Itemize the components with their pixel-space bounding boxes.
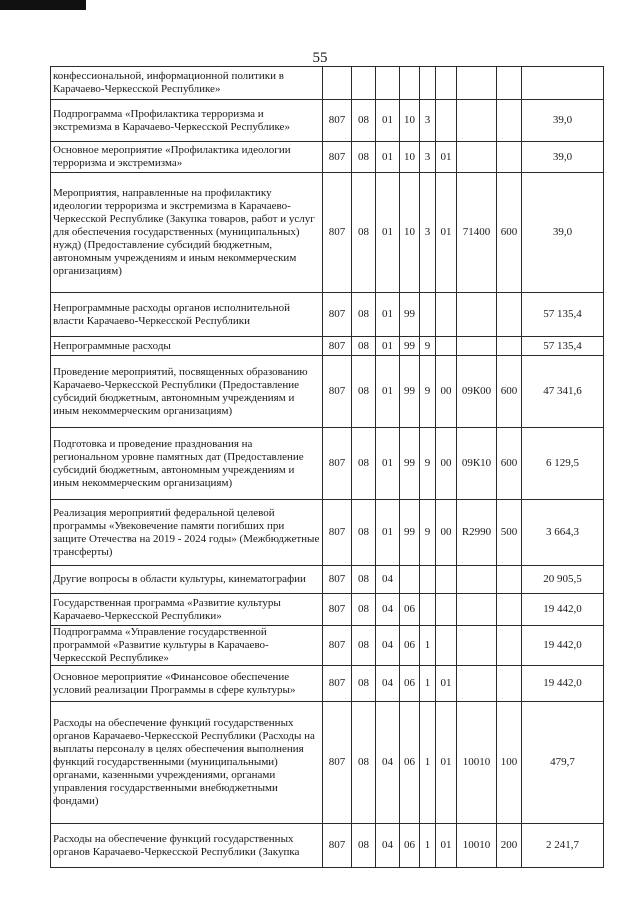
row-subprogram-code [420, 566, 436, 594]
row-direction-code: 09К00 [457, 356, 497, 428]
row-section-code: 08 [352, 428, 376, 500]
row-expense-type-code [497, 67, 522, 100]
row-expense-type-code [497, 293, 522, 337]
row-section-code: 08 [352, 337, 376, 356]
row-measure-code [436, 337, 457, 356]
row-program-code [400, 67, 420, 100]
row-subsection-code: 01 [376, 500, 400, 566]
row-expense-type-code: 600 [497, 428, 522, 500]
row-department-code: 807 [323, 100, 352, 142]
row-section-code: 08 [352, 100, 376, 142]
row-name: Подготовка и проведение празднования на региональном уровне памятных дат (Предоставление субсидий бюджетным, автономным учреждениям и иным некоммерческим организациям) [51, 428, 323, 500]
row-subsection-code: 04 [376, 566, 400, 594]
row-subprogram-code [420, 594, 436, 626]
row-amount [522, 67, 604, 100]
row-expense-type-code [497, 566, 522, 594]
row-measure-code: 01 [436, 702, 457, 824]
row-section-code: 08 [352, 594, 376, 626]
row-subprogram-code: 1 [420, 702, 436, 824]
row-program-code: 99 [400, 337, 420, 356]
row-section-code: 08 [352, 293, 376, 337]
row-measure-code: 01 [436, 173, 457, 293]
row-subsection-code: 01 [376, 428, 400, 500]
row-amount: 57 135,4 [522, 337, 604, 356]
row-subprogram-code: 1 [420, 626, 436, 666]
row-amount: 57 135,4 [522, 293, 604, 337]
row-department-code: 807 [323, 666, 352, 702]
row-expense-type-code [497, 100, 522, 142]
row-name: конфессиональной, информационной политики в Карачаево-Черкесской Республике» [51, 67, 323, 100]
row-subprogram-code: 1 [420, 824, 436, 868]
row-amount: 47 341,6 [522, 356, 604, 428]
row-subsection-code: 01 [376, 173, 400, 293]
table-row [51, 67, 604, 100]
row-subprogram-code: 9 [420, 356, 436, 428]
row-section-code: 08 [352, 173, 376, 293]
row-name: Подпрограмма «Управление государственной программой «Развитие культуры в Карачаево-Черкесской Республике» [51, 626, 323, 666]
row-program-code: 99 [400, 293, 420, 337]
row-section-code: 08 [352, 626, 376, 666]
row-section-code: 08 [352, 702, 376, 824]
row-name: Реализация мероприятий федеральной целевой программы «Увековечение памяти погибших при защите Отечества на 2019 - 2024 годы» (Межбюджетные трансферты) [51, 500, 323, 566]
row-name: Мероприятия, направленные на профилактику идеологии терроризма и экстремизма в Карачаево-Черкесской Республике (Закупка товаров, работ и услуг для обеспечения государственных (муниципальных) нужд) (Предоставление субсидий бюджетным, автономным учреждениям и иным некоммерческим организациям) [51, 173, 323, 293]
row-name: Непрограммные расходы [51, 337, 323, 356]
row-section-code: 08 [352, 500, 376, 566]
row-department-code: 807 [323, 173, 352, 293]
row-program-code: 06 [400, 666, 420, 702]
row-measure-code [436, 67, 457, 100]
table-row [51, 428, 604, 500]
row-name: Расходы на обеспечение функций государственных органов Карачаево-Черкесской Республики (Расходы на выплаты персоналу в целях обеспечения выполнения функций государственными (муниципальными) органами, казенными учреждениями, органами управления государственными внебюджетными фондами) [51, 702, 323, 824]
row-department-code: 807 [323, 337, 352, 356]
table-row [51, 500, 604, 566]
row-program-code [400, 566, 420, 594]
row-measure-code: 00 [436, 356, 457, 428]
scan-artifact [0, 0, 86, 10]
row-program-code: 99 [400, 500, 420, 566]
row-program-code: 99 [400, 428, 420, 500]
row-measure-code: 01 [436, 666, 457, 702]
row-direction-code [457, 566, 497, 594]
table-row [51, 293, 604, 337]
row-measure-code [436, 293, 457, 337]
row-measure-code: 00 [436, 428, 457, 500]
row-department-code: 807 [323, 356, 352, 428]
row-amount: 39,0 [522, 173, 604, 293]
row-section-code: 08 [352, 666, 376, 702]
table-row [51, 626, 604, 666]
row-expense-type-code: 500 [497, 500, 522, 566]
row-subsection-code: 01 [376, 142, 400, 173]
row-amount: 479,7 [522, 702, 604, 824]
row-measure-code [436, 594, 457, 626]
row-measure-code [436, 100, 457, 142]
row-direction-code [457, 100, 497, 142]
row-expense-type-code [497, 626, 522, 666]
row-department-code: 807 [323, 566, 352, 594]
row-expense-type-code [497, 337, 522, 356]
row-amount: 39,0 [522, 142, 604, 173]
row-expense-type-code: 600 [497, 173, 522, 293]
row-subsection-code: 04 [376, 594, 400, 626]
table-row [51, 702, 604, 824]
row-section-code: 08 [352, 142, 376, 173]
row-subsection-code: 04 [376, 626, 400, 666]
row-subsection-code: 01 [376, 100, 400, 142]
row-measure-code: 01 [436, 142, 457, 173]
row-measure-code [436, 626, 457, 666]
row-program-code: 10 [400, 142, 420, 173]
row-name: Основное мероприятие «Профилактика идеологии терроризма и экстремизма» [51, 142, 323, 173]
row-program-code: 06 [400, 702, 420, 824]
table-row [51, 824, 604, 868]
row-amount: 2 241,7 [522, 824, 604, 868]
row-direction-code: 09К10 [457, 428, 497, 500]
row-amount: 3 664,3 [522, 500, 604, 566]
row-department-code [323, 67, 352, 100]
row-measure-code [436, 566, 457, 594]
row-name: Расходы на обеспечение функций государственных органов Карачаево-Черкесской Республики (Закупка [51, 824, 323, 868]
table-row [51, 566, 604, 594]
row-name: Государственная программа «Развитие культуры Карачаево-Черкесской Республики» [51, 594, 323, 626]
row-measure-code: 00 [436, 500, 457, 566]
row-expense-type-code [497, 666, 522, 702]
row-direction-code: R2990 [457, 500, 497, 566]
row-name: Другие вопросы в области культуры, кинематографии [51, 566, 323, 594]
row-program-code: 99 [400, 356, 420, 428]
budget-table [50, 66, 604, 868]
row-subprogram-code: 3 [420, 142, 436, 173]
row-program-code: 06 [400, 824, 420, 868]
page-number: 55 [312, 50, 328, 66]
row-direction-code: 71400 [457, 173, 497, 293]
table-row [51, 100, 604, 142]
row-direction-code [457, 293, 497, 337]
row-subprogram-code: 9 [420, 337, 436, 356]
row-expense-type-code: 200 [497, 824, 522, 868]
row-name: Проведение мероприятий, посвященных образованию Карачаево-Черкесской Республики (Предоставление субсидий бюджетным, автономным учреждениям и иным некоммерческим организациям) [51, 356, 323, 428]
row-amount: 39,0 [522, 100, 604, 142]
row-expense-type-code [497, 142, 522, 173]
row-direction-code [457, 666, 497, 702]
row-subsection-code: 01 [376, 337, 400, 356]
row-section-code: 08 [352, 356, 376, 428]
row-department-code: 807 [323, 428, 352, 500]
row-program-code: 10 [400, 173, 420, 293]
row-subprogram-code [420, 67, 436, 100]
row-subprogram-code [420, 293, 436, 337]
row-subsection-code: 04 [376, 824, 400, 868]
row-direction-code [457, 337, 497, 356]
table-row [51, 337, 604, 356]
row-direction-code: 10010 [457, 702, 497, 824]
table-row [51, 666, 604, 702]
table-row [51, 356, 604, 428]
row-subprogram-code: 3 [420, 173, 436, 293]
table-row [51, 594, 604, 626]
row-direction-code [457, 594, 497, 626]
row-subprogram-code: 9 [420, 428, 436, 500]
row-amount: 19 442,0 [522, 666, 604, 702]
row-program-code: 10 [400, 100, 420, 142]
row-subsection-code: 04 [376, 666, 400, 702]
row-name: Непрограммные расходы органов исполнительной власти Карачаево-Черкесской Республики [51, 293, 323, 337]
row-subsection-code: 01 [376, 356, 400, 428]
row-subsection-code [376, 67, 400, 100]
row-department-code: 807 [323, 824, 352, 868]
row-section-code: 08 [352, 824, 376, 868]
row-department-code: 807 [323, 594, 352, 626]
row-section-code: 08 [352, 566, 376, 594]
row-department-code: 807 [323, 293, 352, 337]
row-program-code: 06 [400, 626, 420, 666]
row-expense-type-code [497, 594, 522, 626]
row-department-code: 807 [323, 702, 352, 824]
row-amount: 19 442,0 [522, 626, 604, 666]
row-subsection-code: 01 [376, 293, 400, 337]
row-program-code: 06 [400, 594, 420, 626]
row-expense-type-code: 600 [497, 356, 522, 428]
row-direction-code [457, 142, 497, 173]
row-department-code: 807 [323, 626, 352, 666]
row-subprogram-code: 9 [420, 500, 436, 566]
row-subsection-code: 04 [376, 702, 400, 824]
table-row [51, 142, 604, 173]
row-name: Подпрограмма «Профилактика терроризма и экстремизма в Карачаево-Черкесской Республике» [51, 100, 323, 142]
row-direction-code [457, 67, 497, 100]
row-name: Основное мероприятие «Финансовое обеспечение условий реализации Программы в сфере культуры» [51, 666, 323, 702]
row-department-code: 807 [323, 142, 352, 173]
row-subprogram-code: 3 [420, 100, 436, 142]
row-amount: 19 442,0 [522, 594, 604, 626]
row-amount: 20 905,5 [522, 566, 604, 594]
row-direction-code: 10010 [457, 824, 497, 868]
table-row [51, 173, 604, 293]
row-subprogram-code: 1 [420, 666, 436, 702]
row-direction-code [457, 626, 497, 666]
row-department-code: 807 [323, 500, 352, 566]
row-section-code [352, 67, 376, 100]
row-amount: 6 129,5 [522, 428, 604, 500]
row-expense-type-code: 100 [497, 702, 522, 824]
row-measure-code: 01 [436, 824, 457, 868]
